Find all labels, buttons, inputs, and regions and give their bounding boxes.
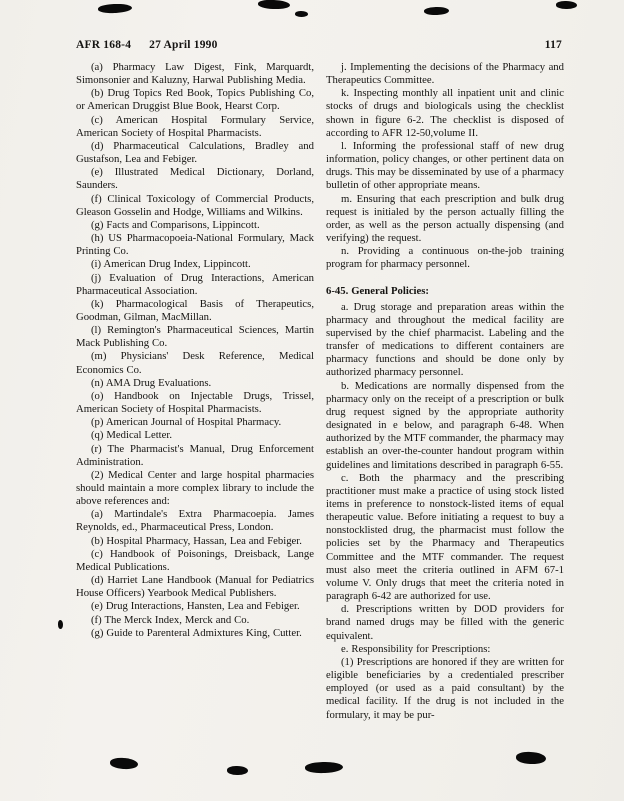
paragraph: (k) Pharmacological Basis of Therapeutics, Goodman, Gilman, MacMillan. [76,297,314,323]
paragraph: (b) Drug Topics Red Book, Topics Publishing Co, or American Druggist Blue Book, Hearst Corp. [76,87,314,113]
paragraph: c. Both the pharmacy and the prescribing practitioner must make a practice of using stock listed items in preference to nonstock-listed items of equal therapeutic value. Before initiating a request to buy a nonstocklisted drug, the pharmacist must follow the policies set by the Pharmacy and Therapeutics Committee and the MTF commander. The request must also meet the criteria outlined in AFM 67-1 volume V. Only drugs that meet the criteria noted in paragraph 6-42 are authorized for use. [326,471,564,603]
paragraph: (b) Hospital Pharmacy, Hassan, Lea and Febiger. [91,534,302,547]
paragraph: (e) Drug Interactions, Hansten, Lea and Febiger. [91,600,300,613]
paragraph: j. Implementing the decisions of the Pharmacy and Therapeutics Committee. [326,61,564,87]
paragraph: (n) AMA Drug Evaluations. [91,376,212,389]
left-column [76,61,314,722]
scan-artifact [98,3,132,14]
paragraph: (d) Harriet Lane Handbook (Manual for Pediatrics House Officers) Yearbook Medical Publishers. [76,574,314,600]
scan-artifact [305,761,343,773]
paragraph: (e) Illustrated Medical Dictionary, Dorland, Saunders. [76,166,314,192]
paragraph: (f) Clinical Toxicology of Commercial Products, Gleason Gosselin and Hodge, Williams and Wilkins. [76,192,314,218]
paragraph: m. Ensuring that each prescription and bulk drug request is initialed by the person actually filling the order, as well as the person actually dispensing (and verifying) the request. [326,192,564,245]
paragraph: (r) The Pharmacist's Manual, Drug Enforcement Administration. [76,442,314,468]
paragraph: (g) Guide to Parenteral Admixtures King, Cutter. [91,626,302,639]
paragraph: (l) Remington's Pharmaceutical Sciences, Martin Mack Publishing Co. [76,324,314,350]
doc-date: 27 April 1990 [149,39,218,51]
paragraph: (1) Prescriptions are honored if they are written for eligible beneficiaries by a credentialed prescriber employed (or used as a paid consultant) by the medical facility. If the drug is not included in the formulary, it may be pur- [326,655,564,721]
paragraph: (g) Facts and Comparisons, Lippincott. [91,218,260,231]
paragraph: (q) Medical Letter. [91,429,173,442]
paragraph: (d) Pharmaceutical Calculations, Bradley and Gustafson, Lea and Febiger. [76,139,314,166]
scan-artifact [556,1,577,9]
paragraph: d. Prescriptions written by DOD providers for brand named drugs may be filled with the generic equivalent. [326,603,564,642]
paragraph: b. Medications are normally dispensed from the pharmacy only on the receipt of a prescription or bulk drug request signed by the appropriate authority designated in e below, and paragraph 6-48. When authorized by the MTF commander, the pharmacy may establish an over-the-counter handout program within guidelines and limitations described in paragraph 6-55. [326,379,564,471]
scan-artifact [227,766,248,775]
scan-artifact [58,620,63,629]
paragraph: (j) Evaluation of Drug Interactions, American Pharmaceutical Association. [76,271,314,297]
paragraph: (c) Handbook of Poisonings, Dreisback, Lange Medical Publications. [76,547,314,573]
scan-artifact [516,751,546,764]
scan-artifact [424,7,449,16]
paragraph: (a) Pharmacy Law Digest, Fink, Marquardt, Simonsonier and Kaluzny, Harwal Publishing Media. [76,61,314,87]
paragraph: (a) Martindale's Extra Pharmacoepia. James Reynolds, ed., Pharmaceutical Press, London. [76,508,314,534]
paragraph: k. Inspecting monthly all inpatient unit and clinic stocks of drugs and biologicals using the checklist shown in figure 6-2. The checklist is disposed of according to AFR 12-50,volume II. [326,87,564,139]
paragraph: l. Informing the professional staff of new drug information, policy changes, or other pertinent data on drugs. This may be disseminated by use of a pharmacy bulletin of other appropriate means. [326,139,564,192]
paragraph: a. Drug storage and preparation areas within the pharmacy and throughout the medical facility are supervised by the chief pharmacist. Labeling and the transfer of medications to different containers are pharmacy functions and should be done only by authorized pharmacy personnel. [326,300,564,379]
header-left [76,39,218,51]
paragraph: (i) American Drug Index, Lippincott. [91,258,251,271]
right-column [326,61,564,722]
paragraph: (c) American Hospital Formulary Service, American Society of Hospital Pharmacists. [76,113,314,139]
page-header [76,39,562,51]
doc-number: AFR 168-4 [76,39,132,51]
paragraph: (f) The Merck Index, Merck and Co. [91,613,250,626]
text-body [76,61,564,722]
paragraph: e. Responsibility for Prescriptions: [341,642,491,655]
paragraph: (p) American Journal of Hospital Pharmacy. [91,416,282,429]
paragraph: (2) Medical Center and large hospital pharmacies should maintain a more complex library to include the above references and: [76,468,314,508]
section-heading: 6-45. General Policies: [326,284,429,297]
page-number: 117 [544,39,562,51]
paragraph: (m) Physicians' Desk Reference, Medical Economics Co. [76,350,314,376]
scan-artifact [295,11,308,17]
paragraph: (o) Handbook on Injectable Drugs, Trissel, American Society of Hospital Pharmacists. [76,389,314,416]
paragraph: n. Providing a continuous on-the-job training program for pharmacy personnel. [326,245,564,271]
scan-artifact [110,757,139,769]
paragraph: (h) US Pharmacopoeia-National Formulary, Mack Printing Co. [76,232,314,258]
scan-artifact [258,0,290,10]
